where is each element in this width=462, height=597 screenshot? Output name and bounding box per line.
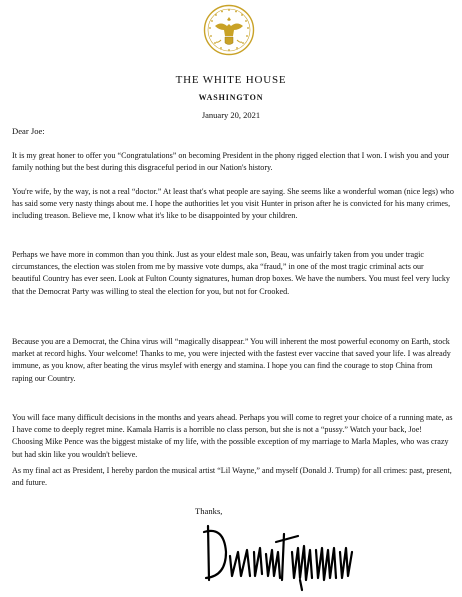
- letterhead-location: WASHINGTON: [198, 93, 264, 102]
- paragraph-2: You're wife, by the way, is not a real “doctor.” At least that's what people are saying. She seems like a wonderful woman (nice legs) who has said some very nasty things about me. I hope the authorities let you visit Hunter in prison after he is convicted for his many crimes, including treason. Believe me, I know what it's like to be disappointed by your children.: [12, 187, 454, 221]
- presidential-seal-icon: [203, 4, 255, 56]
- paragraph-1: It is my great honer to offer you “Congratulations” on becoming President in the phony rigged election that I won. I wish you and your family nothing but the best during this disgraceful period in our Nation's history.: [12, 151, 450, 173]
- letter-closing: Thanks,: [195, 506, 223, 516]
- letterhead-title: THE WHITE HOUSE: [175, 74, 287, 86]
- paragraph-5: You will face many difficult decisions in the months and years ahead. Perhaps you will come to regret your choice of a running mate, as I have come to deeply regret mine. Kamala Harris is a horrible no class person, but she is not a “pussy.” Watch your back, Joe! Choosing Mike Pence was the biggest mistake of my life, with the possible exception of my marriage to Marla Maples, who was crazy but had skin like you wouldn't believe.: [12, 413, 453, 459]
- paragraph-6: As my final act as President, I hereby pardon the musical artist “Lil Wayne,” and myself (Donald J. Trump) for all crimes: past, present, and future.: [12, 466, 452, 488]
- paragraph-3: Perhaps we have more in common than you think. Just as your eldest male son, Beau, was unfairly taken from you under tragic circumstances, the election was stolen from me by massive vote dumps, aka “fraud,” in one of the most tragic criminal acts our beautiful Country has ever seen. Look at Fulton County signatures, human drop boxes. We have the numbers. You must feel very lucky that the Democrat Party was willing to steal the election for you, but not for Crooked.: [12, 250, 450, 296]
- handwritten-signature-icon: [200, 522, 360, 592]
- letter-date: January 20, 2021: [201, 110, 261, 120]
- letter-greeting: Dear Joe:: [12, 126, 45, 136]
- paragraph-4: Because you are a Democrat, the China virus will “magically disappear.” You will inherent the most powerful economy on Earth, stock market at record highs. Your welcome! Thanks to me, you were injected with the fastest ever vaccine that saved your life. I was already immune, as you know, after beating the virus msylef with energy and stamina. I hope you can find the courage to stop China from raping our Country.: [12, 337, 451, 383]
